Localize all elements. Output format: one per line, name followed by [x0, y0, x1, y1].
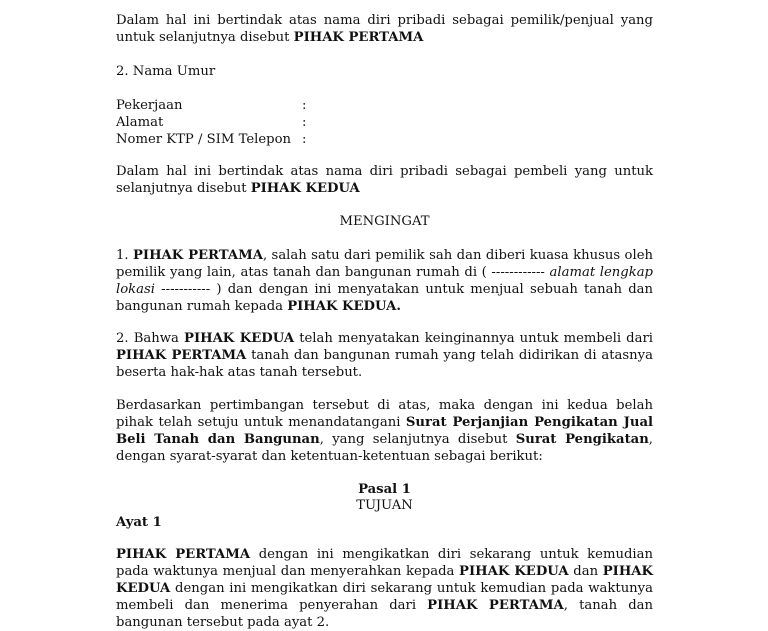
- buyer-intro-text: Dalam hal ini bertindak atas nama diri pribadi sebagai pembeli yang untuk selanjutnya disebut: [116, 164, 653, 196]
- heading-mengingat: MENGINGAT: [339, 214, 430, 229]
- point-1-text-a: , salah satu dari pemilik sah dan diberi kuasa khusus oleh pemilik yang lain, atas tanah dan bangunan rumah di ( ------------: [116, 248, 653, 280]
- field-colon: :: [302, 115, 307, 130]
- document-title-bold: Surat Perjanjian Pengikatan Jual Beli Tanah dan Bangunan: [116, 415, 653, 447]
- paragraph-buyer-intro: [116, 163, 653, 197]
- pasal-subtitle: TUJUAN: [356, 498, 413, 513]
- ayat-1-party-d: PIHAK PERTAMA: [427, 598, 564, 613]
- pasal-title-text: Pasal 1: [358, 482, 411, 497]
- ayat-title-text: Ayat 1: [116, 515, 162, 530]
- point-1-text-b: ----------- ) dan dengan ini menyatakan untuk menjual sebuah tanah dan bangunan rumah kepada: [116, 282, 653, 314]
- point-2-party-second: PIHAK KEDUA: [184, 331, 295, 346]
- ayat-title: [116, 514, 653, 531]
- field-colon: :: [302, 98, 307, 113]
- point-2-text-b: tanah dan bangunan rumah yang telah didirikan di atasnya beserta hak-hak atas tanah tersebut.: [116, 348, 653, 380]
- basis-text-a: Berdasarkan pertimbangan tersebut di atas, maka dengan ini kedua belah pihak telah setuju untuk menandatangani: [116, 398, 653, 430]
- paragraph-point-2: [116, 330, 653, 381]
- paragraph-ayat-1: [116, 546, 653, 631]
- point-1-party-second: PIHAK KEDUA.: [287, 299, 401, 314]
- point-1-number: 1.: [116, 248, 134, 263]
- document-short-name: Surat Pengikatan: [515, 432, 649, 447]
- item-2-label: 2. Nama Umur: [116, 64, 216, 79]
- ayat-1-text-a: dengan ini mengikatkan diri sekarang untuk kemudian pada waktunya menjual dan menyerahkan kepada: [116, 547, 653, 579]
- field-label-alamat: Alamat: [116, 115, 164, 130]
- field-label-pekerjaan: Pekerjaan: [116, 98, 183, 113]
- party-second-label: PIHAK KEDUA: [250, 181, 360, 196]
- ayat-1-text-d: , tanah dan bangunan tersebut pada ayat 2.: [116, 598, 653, 630]
- point-2-text-a: telah menyatakan keinginannya untuk membeli dari: [294, 331, 654, 346]
- ayat-1-party-a: PIHAK PERTAMA: [116, 547, 251, 562]
- field-label-ktp: Nomer KTP / SIM Telepon: [116, 132, 292, 147]
- paragraph-point-1: [116, 247, 653, 315]
- point-2-party-first: PIHAK PERTAMA: [116, 348, 247, 363]
- paragraph-agreement-basis: [116, 397, 653, 465]
- point-1-party-first: PIHAK PERTAMA: [133, 248, 263, 263]
- ayat-1-text-b: dan: [568, 564, 603, 579]
- field-row-alamat: [116, 114, 653, 131]
- identity-fields: [116, 97, 653, 148]
- pasal-title: [116, 481, 653, 498]
- seller-intro-text: Dalam hal ini bertindak atas nama diri pribadi sebagai pemilik/penjual yang untuk selanjutnya disebut: [116, 13, 653, 45]
- field-row-pekerjaan: [116, 97, 653, 114]
- ayat-1-party-b: PIHAK KEDUA: [459, 564, 569, 579]
- basis-text-c: , dengan syarat-syarat dan ketentuan-ketentuan sebagai berikut:: [116, 432, 653, 464]
- party-first-label: PIHAK PERTAMA: [293, 30, 424, 45]
- point-2-number: 2. Bahwa: [116, 331, 185, 346]
- paragraph-seller-intro: [116, 12, 653, 46]
- ayat-1-text-c: dengan ini mengikatkan diri sekarang untuk kemudian pada waktunya membeli dan menerima penyerahan dari: [116, 581, 653, 613]
- ayat-1-party-c: PIHAK KEDUA: [116, 564, 653, 596]
- address-placeholder: alamat lengkap lokasi: [116, 265, 653, 297]
- field-colon: :: [302, 132, 307, 147]
- basis-text-b: , yang selanjutnya disebut: [319, 432, 516, 447]
- field-row-ktp: [116, 131, 653, 148]
